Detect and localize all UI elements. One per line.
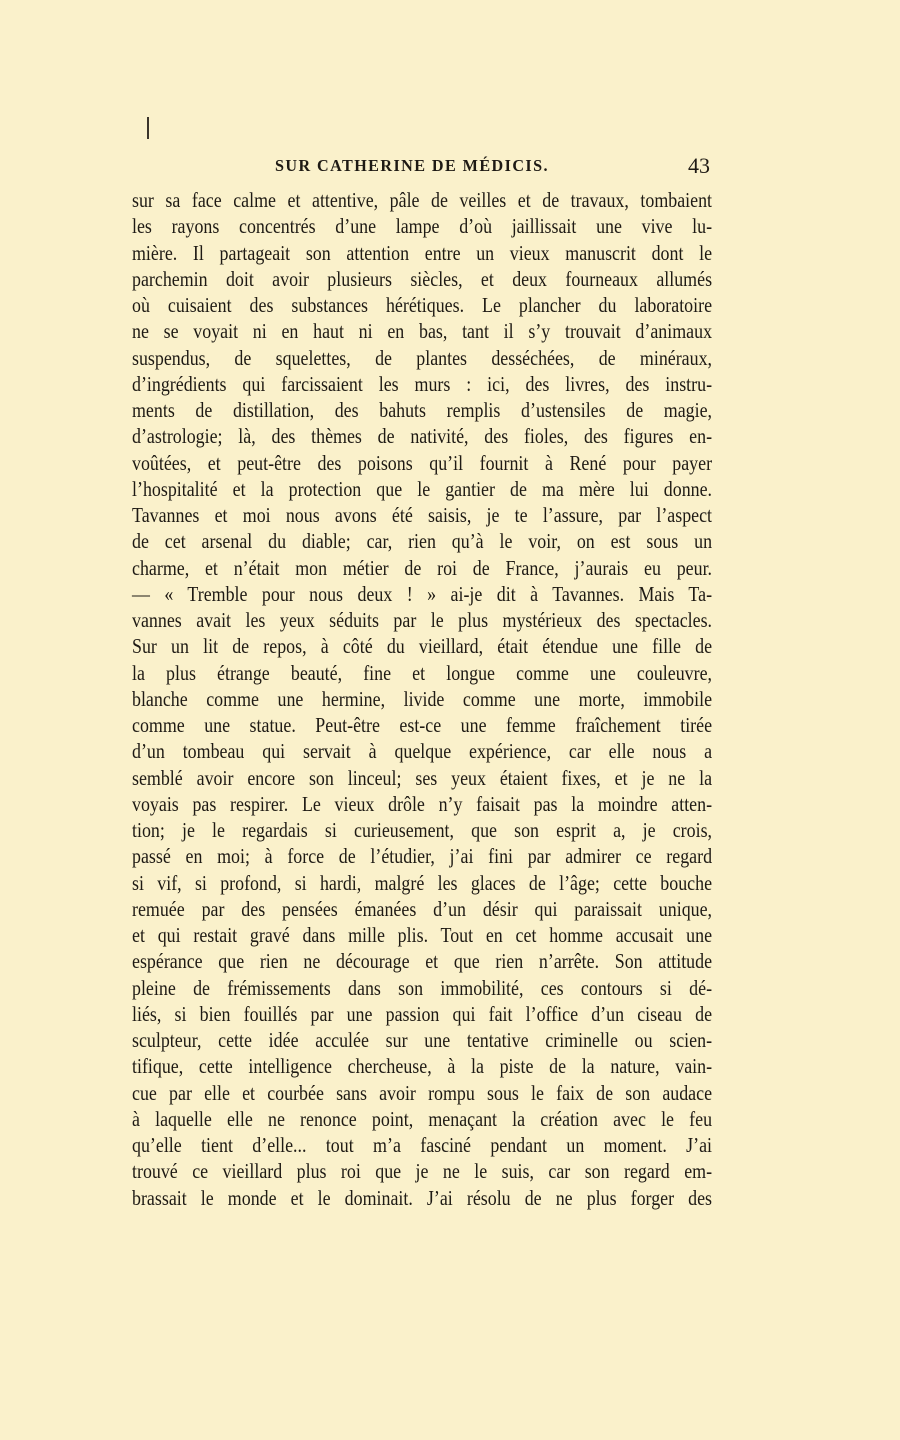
page-number: 43	[688, 153, 710, 178]
text-line: trouvé ce vieillard plus roi que je ne le suis, car son regard em-	[132, 1159, 713, 1184]
text-line: semblé avoir encore son linceul; ses yeux étaient fixes, et je ne la	[132, 765, 713, 790]
text-line: de cet arsenal du diable; car, rien qu’à le voir, on est sous un	[132, 529, 713, 554]
text-line: mière. Il partageait son attention entre un vieux manuscrit dont le	[132, 240, 713, 265]
text-line: Tavannes et moi nous avons été saisis, je te l’assure, par l’aspect	[132, 503, 713, 527]
text-line: suspendus, de squelettes, de plantes desséchées, de minéraux,	[132, 345, 713, 370]
text-line: et qui restait gravé dans mille plis. Tout en cet homme accusait une	[132, 923, 713, 947]
text-line: voyais pas respirer. Le vieux drôle n’y faisait pas la moindre atten-	[132, 791, 713, 816]
text-line: où cuisaient des substances hérétiques. Le plancher du laboratoire	[132, 293, 713, 317]
text-line: brassait le monde et le dominait. J’ai résolu de ne plus forger des	[132, 1185, 713, 1210]
text-line: charme, et n’était mon métier de roi de France, j’aurais eu peur.	[132, 555, 713, 580]
text-line: parchemin doit avoir plusieurs siècles, et deux fourneaux allumés	[132, 266, 713, 291]
text-line: d’astrologie; là, des thèmes de nativité, des fioles, des figures en-	[132, 424, 713, 449]
running-title: SUR CATHERINE DE MÉDICIS.	[274, 156, 550, 175]
text-line: Sur un lit de repos, à côté du vieillard, était étendue une fille de	[132, 634, 713, 659]
text-line: voûtées, et peut-être des poisons qu’il fournit à René pour payer	[132, 450, 713, 475]
text-line: pleine de frémissements dans son immobilité, ces contours si dé-	[132, 975, 713, 1000]
text-line: sur sa face calme et attentive, pâle de veilles et de travaux, tombaient	[132, 188, 713, 212]
text-line: remuée par des pensées émanées d’un désir qui paraissait unique,	[132, 896, 713, 921]
text-line: tion; je le regardais si curieusement, que son esprit a, je crois,	[132, 818, 713, 842]
margin-mark	[147, 117, 149, 139]
text-line: cue par elle et courbée sans avoir rompu sous le faix de son audace	[132, 1080, 713, 1105]
text-line: d’ingrédients qui farcissaient les murs : ici, des livres, des instru-	[132, 371, 713, 396]
text-line: qu’elle tient d’elle... tout m’a fasciné pendant un moment. J’ai	[132, 1133, 713, 1157]
text-line: la plus étrange beauté, fine et longue comme une couleuvre,	[132, 660, 713, 685]
page-header	[132, 153, 712, 184]
text-line: ments de distillation, des bahuts remplis d’ustensiles de magie,	[132, 398, 713, 422]
body-text	[132, 187, 712, 1211]
text-line: comme une statue. Peut-être est-ce une femme fraîchement tirée	[132, 713, 713, 737]
text-line: — « Tremble pour nous deux ! » ai-je dit à Tavannes. Mais Ta-	[132, 581, 713, 606]
text-line: les rayons concentrés d’une lampe d’où jaillissait une vive lu-	[132, 214, 713, 239]
text-line: tifique, cette intelligence chercheuse, à la piste de la nature, vain-	[132, 1054, 713, 1079]
text-line: liés, si bien fouillés par une passion qui fait l’office d’un ciseau de	[132, 1001, 713, 1026]
text-line: si vif, si profond, si hardi, malgré les glaces de l’âge; cette bouche	[132, 870, 713, 895]
text-line: ne se voyait ni en haut ni en bas, tant il s’y trouvait d’animaux	[132, 319, 713, 344]
text-line: d’un tombeau qui servait à quelque expérience, car elle nous a	[132, 739, 713, 764]
text-line: à laquelle elle ne renonce point, menaçant la création avec le feu	[132, 1106, 713, 1131]
text-line: vannes avait les yeux séduits par le plus mystérieux des spectacles.	[132, 608, 713, 632]
text-line: blanche comme une hermine, livide comme une morte, immobile	[132, 686, 713, 711]
text-line: espérance que rien ne décourage et que rien n’arrête. Son attitude	[132, 949, 713, 974]
text-line: sculpteur, cette idée acculée sur une tentative criminelle ou scien-	[132, 1028, 713, 1052]
text-line: passé en moi; à force de l’étudier, j’ai fini par admirer ce regard	[132, 844, 713, 869]
text-line: l’hospitalité et la protection que le gantier de ma mère lui donne.	[132, 476, 713, 501]
